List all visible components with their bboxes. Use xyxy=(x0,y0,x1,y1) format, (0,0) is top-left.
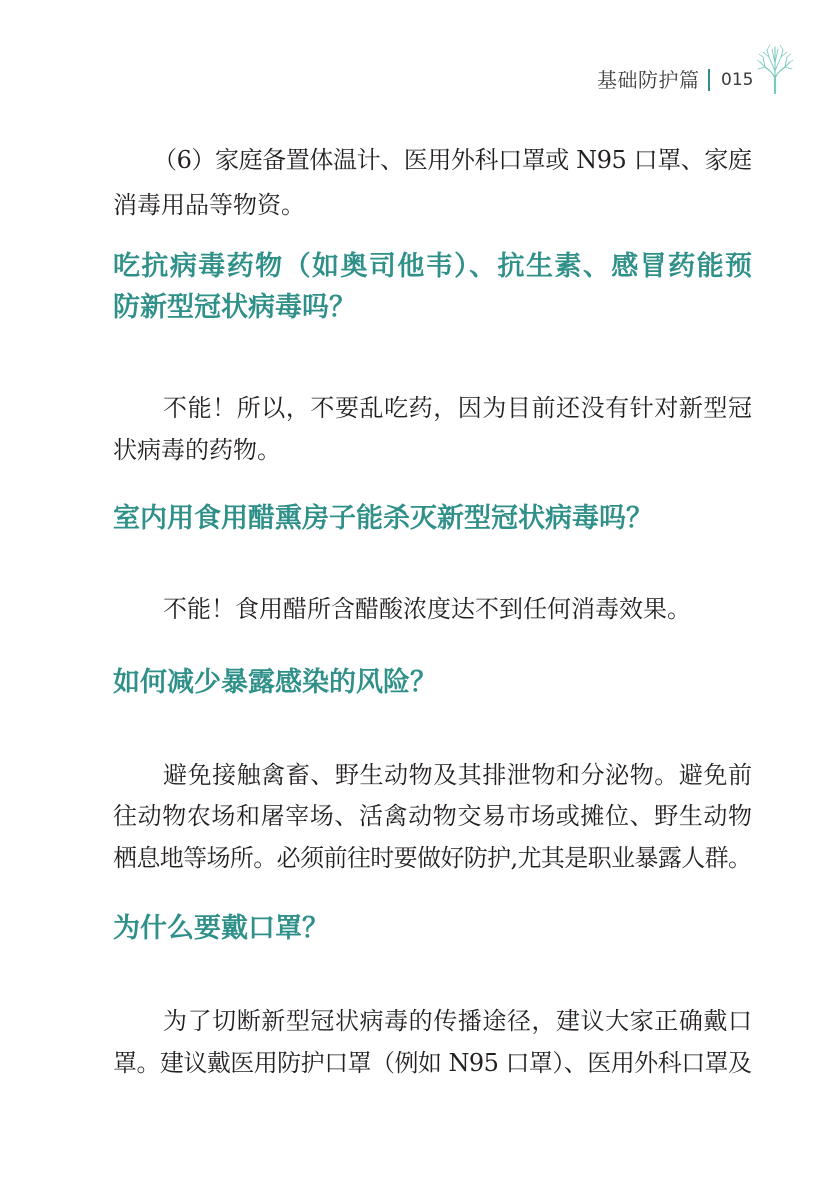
intro-line xyxy=(113,184,752,226)
question-heading xyxy=(113,287,752,329)
answer-line xyxy=(113,1042,752,1084)
heading-text: 室内用食用醋熏房子能杀灭新型冠状病毒吗？ xyxy=(113,503,653,534)
answer-line xyxy=(113,795,752,837)
line-text: （6）家庭备置体温计、医用外科口罩或 N95 口罩、家庭 xyxy=(153,146,752,174)
heading-text: 如何减少暴露感染的风险？ xyxy=(113,667,437,698)
question-heading xyxy=(113,662,752,704)
header-divider xyxy=(708,69,710,91)
line-text: 消毒用品等物资。 xyxy=(113,191,305,219)
heading-text: 防新型冠状病毒吗？ xyxy=(113,292,356,323)
line-text: 栖息地等场所。必须前往时要做好防护,尤其是职业暴露人群。 xyxy=(113,844,752,872)
line-text: 罩。建议戴医用防护口罩（例如 N95 口罩）、医用外科口罩及 xyxy=(113,1049,752,1077)
question-heading xyxy=(113,908,752,950)
line-text: 避免接触禽畜、野生动物及其排泄物和分泌物。避免前 xyxy=(163,761,753,789)
intro-line xyxy=(113,139,752,181)
answer-line xyxy=(113,387,752,429)
line-text: 不能！所以，不要乱吃药，因为目前还没有针对新型冠 xyxy=(163,394,753,422)
heading-text: 吃抗病毒药物（如奥司他韦）、抗生素、感冒药能预 xyxy=(113,251,754,282)
question-heading xyxy=(113,246,752,288)
answer-line xyxy=(113,429,752,471)
line-text: 往动物农场和屠宰场、活禽动物交易市场或摊位、野生动物 xyxy=(113,802,753,830)
line-text: 状病毒的药物。 xyxy=(113,436,281,464)
tree-icon xyxy=(756,42,794,94)
heading-text: 为什么要戴口罩？ xyxy=(113,913,329,944)
answer-line xyxy=(113,588,752,630)
page-number: 015 xyxy=(721,70,754,90)
answer-line xyxy=(113,1000,752,1042)
answer-line xyxy=(113,754,752,796)
line-text: 不能！食用醋所含醋酸浓度达不到任何消毒效果。 xyxy=(163,595,691,623)
question-heading xyxy=(113,498,752,540)
line-text: 为了切断新型冠状病毒的传播途径，建议大家正确戴口 xyxy=(163,1007,753,1035)
section-title: 基础防护篇 xyxy=(597,68,700,92)
answer-line xyxy=(113,837,752,879)
